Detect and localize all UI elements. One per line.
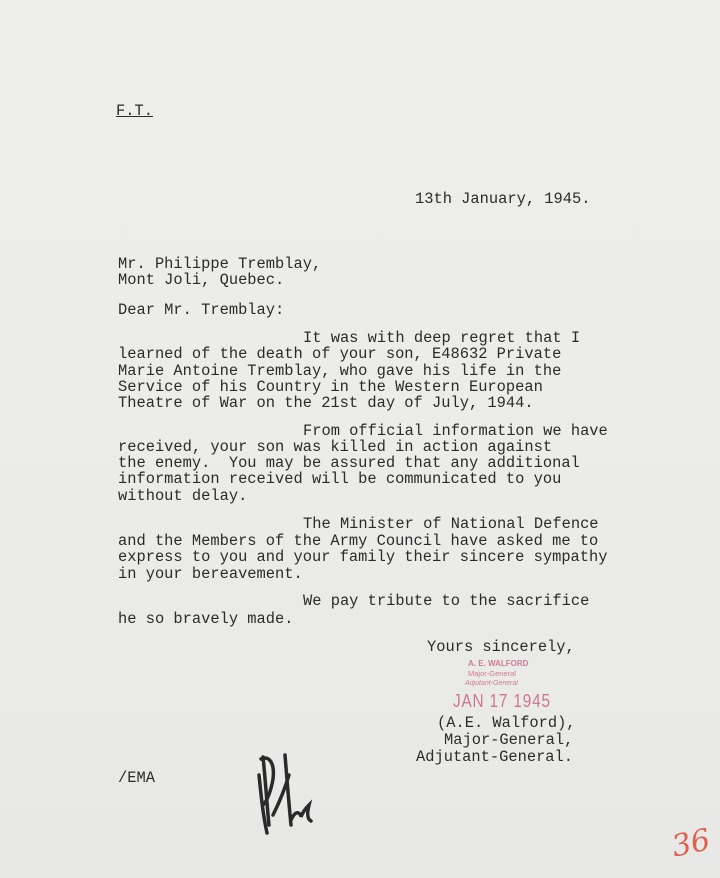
signature-stamp-rank: Major-General: [468, 669, 516, 678]
valediction: Yours sincerely,: [427, 638, 575, 656]
reference-initials: /EMA: [118, 769, 155, 787]
paragraph-line: It was with deep regret that I: [303, 329, 581, 347]
folio-number: 36: [668, 822, 714, 865]
paragraph-line: learned of the death of your son, E48632 Private: [118, 345, 562, 363]
initials: F.T.: [116, 102, 153, 120]
addressee-name: Mr. Philippe Tremblay,: [118, 255, 322, 273]
paragraph-line: We pay tribute to the sacrifice: [303, 592, 590, 610]
addressee-place: Mont Joli, Quebec.: [118, 271, 285, 289]
paragraph-line: express to you and your family their sincere sympathy: [118, 548, 608, 566]
paragraph-line: the enemy. You may be assured that any additional: [118, 454, 580, 472]
signatory-rank: Major-General,: [444, 731, 574, 749]
paragraph-line: without delay.: [118, 487, 248, 505]
paragraph-line: he so bravely made.: [118, 610, 294, 628]
handwritten-initials-signature: [245, 745, 325, 840]
received-date-stamp: JAN 17 1945: [453, 691, 551, 711]
paragraph-line: received, your son was killed in action against: [118, 438, 553, 456]
signature-stamp-name: A. E. WALFORD: [468, 659, 529, 668]
paragraph-line: and the Members of the Army Council have asked me to: [118, 532, 599, 550]
salutation: Dear Mr. Tremblay:: [118, 301, 285, 319]
signature-stamp-title: Adjutant-General: [465, 680, 518, 687]
paragraph-line: in your bereavement.: [118, 565, 303, 583]
paragraph-line: Theatre of War on the 21st day of July, 1944.: [118, 394, 534, 412]
paragraph-line: Service of his Country in the Western European: [118, 378, 543, 396]
letter-date: 13th January, 1945.: [415, 190, 591, 208]
paragraph-line: information received will be communicated to you: [118, 470, 562, 488]
signatory-name: (A.E. Walford),: [437, 714, 576, 732]
paragraph-line: Marie Antoine Tremblay, who gave his life in the: [118, 362, 562, 380]
signatory-title: Adjutant-General.: [416, 748, 574, 766]
paragraph-line: The Minister of National Defence: [303, 515, 599, 533]
paragraph-line: From official information we have: [303, 422, 608, 440]
